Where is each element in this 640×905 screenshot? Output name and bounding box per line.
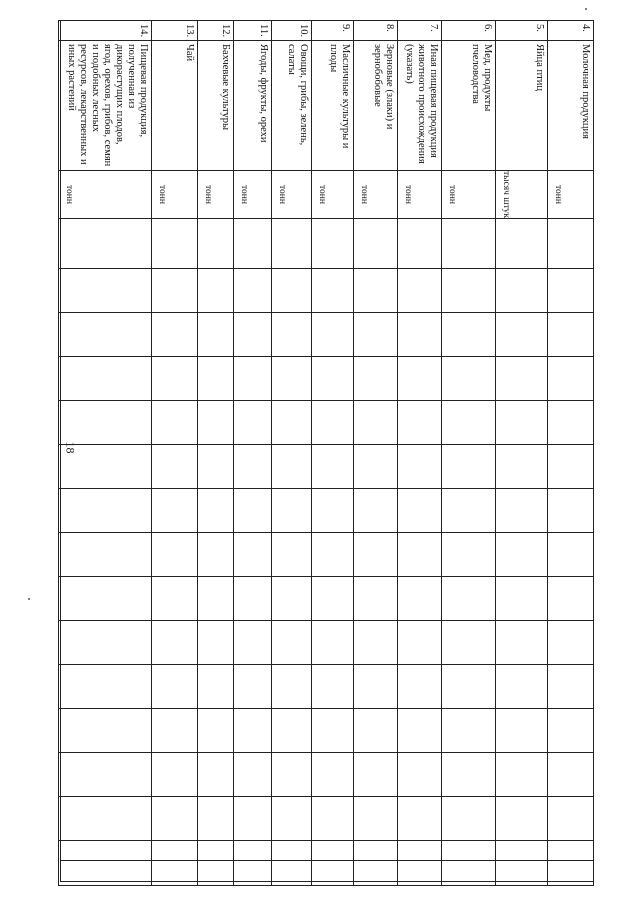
value-cell[interactable]	[234, 445, 272, 489]
value-cell[interactable]	[59, 313, 152, 357]
value-cell[interactable]	[312, 709, 354, 753]
table-row	[152, 21, 198, 886]
value-cell[interactable]	[354, 313, 398, 357]
product-name: Яйца птиц	[496, 41, 548, 171]
row-number: 12.	[198, 21, 234, 41]
value-cell[interactable]	[398, 753, 442, 797]
value-cell[interactable]	[398, 313, 442, 357]
value-cell[interactable]	[272, 269, 312, 313]
row-number: 8.	[354, 21, 398, 41]
value-cell[interactable]	[354, 489, 398, 533]
value-cell[interactable]	[152, 313, 198, 357]
value-cell[interactable]	[496, 313, 548, 357]
value-cell[interactable]	[548, 621, 594, 665]
value-cell[interactable]	[198, 753, 234, 797]
value-cell[interactable]	[548, 401, 594, 445]
value-cell[interactable]	[312, 401, 354, 445]
value-cell[interactable]	[398, 621, 442, 665]
value-cell[interactable]	[496, 489, 548, 533]
value-cell[interactable]	[59, 489, 152, 533]
unit-of-measure: тонн	[272, 171, 312, 219]
table-row	[398, 21, 442, 886]
value-cell[interactable]	[496, 797, 548, 841]
value-cell[interactable]	[354, 401, 398, 445]
value-cell[interactable]	[442, 313, 496, 357]
value-cell[interactable]	[152, 665, 198, 709]
table-row	[198, 21, 234, 886]
value-cell[interactable]	[312, 489, 354, 533]
value-cell[interactable]	[496, 445, 548, 489]
value-cell[interactable]	[234, 533, 272, 577]
product-name: Молочная продукция	[548, 41, 594, 171]
value-cell[interactable]	[59, 665, 152, 709]
row-number: 7.	[398, 21, 442, 41]
value-cell[interactable]	[442, 621, 496, 665]
value-cell[interactable]	[152, 219, 198, 269]
value-cell[interactable]	[354, 533, 398, 577]
value-cell[interactable]	[198, 489, 234, 533]
value-cell[interactable]	[234, 841, 272, 886]
value-cell[interactable]	[398, 269, 442, 313]
value-cell[interactable]	[398, 577, 442, 621]
value-cell[interactable]	[442, 709, 496, 753]
value-cell[interactable]	[442, 401, 496, 445]
value-cell[interactable]	[354, 269, 398, 313]
value-cell[interactable]	[548, 489, 594, 533]
row-number: 6.	[442, 21, 496, 41]
value-cell[interactable]	[272, 753, 312, 797]
value-cell[interactable]	[442, 665, 496, 709]
value-cell[interactable]	[198, 357, 234, 401]
value-cell[interactable]	[198, 445, 234, 489]
value-cell[interactable]	[312, 533, 354, 577]
value-cell[interactable]	[59, 445, 152, 489]
value-cell[interactable]	[198, 665, 234, 709]
row-number: 9.	[312, 21, 354, 41]
value-cell[interactable]	[152, 269, 198, 313]
value-cell[interactable]	[234, 401, 272, 445]
value-cell[interactable]	[234, 269, 272, 313]
value-cell[interactable]	[152, 797, 198, 841]
value-cell[interactable]	[198, 577, 234, 621]
value-cell[interactable]	[398, 709, 442, 753]
value-cell[interactable]	[442, 841, 496, 886]
value-cell[interactable]	[272, 219, 312, 269]
value-cell[interactable]	[354, 709, 398, 753]
value-cell[interactable]	[548, 753, 594, 797]
value-cell[interactable]	[548, 841, 594, 886]
value-cell[interactable]	[354, 621, 398, 665]
value-cell[interactable]	[312, 841, 354, 886]
value-cell[interactable]	[548, 219, 594, 269]
value-cell[interactable]	[59, 797, 152, 841]
value-cell[interactable]	[548, 665, 594, 709]
production-table	[58, 20, 594, 886]
row-number: 11.	[234, 21, 272, 41]
value-cell[interactable]	[312, 753, 354, 797]
value-cell[interactable]	[59, 401, 152, 445]
value-cell[interactable]	[272, 357, 312, 401]
value-cell[interactable]	[312, 621, 354, 665]
value-cell[interactable]	[354, 357, 398, 401]
value-cell[interactable]	[398, 357, 442, 401]
unit-of-measure: тонн	[198, 171, 234, 219]
value-cell[interactable]	[496, 357, 548, 401]
value-cell[interactable]	[59, 841, 152, 886]
value-cell[interactable]	[548, 577, 594, 621]
value-cell[interactable]	[198, 709, 234, 753]
value-cell[interactable]	[198, 621, 234, 665]
value-cell[interactable]	[548, 445, 594, 489]
value-cell[interactable]	[312, 577, 354, 621]
value-cell[interactable]	[152, 621, 198, 665]
value-cell[interactable]	[548, 797, 594, 841]
table-row	[312, 21, 354, 886]
product-name: Чай	[152, 41, 198, 171]
table-row	[548, 21, 594, 886]
value-cell[interactable]	[152, 445, 198, 489]
value-cell[interactable]	[152, 753, 198, 797]
value-cell[interactable]	[496, 665, 548, 709]
product-name: Масличные культуры и плоды	[312, 41, 354, 171]
value-cell[interactable]	[272, 577, 312, 621]
row-number: 13.	[152, 21, 198, 41]
value-cell[interactable]	[152, 401, 198, 445]
unit-of-measure: тонн	[548, 171, 594, 219]
unit-of-measure: тонн	[312, 171, 354, 219]
table-row	[442, 21, 496, 886]
value-cell[interactable]	[354, 797, 398, 841]
value-cell[interactable]	[398, 445, 442, 489]
unit-of-measure: тонн	[59, 171, 152, 219]
value-cell[interactable]	[548, 313, 594, 357]
table-row	[234, 21, 272, 886]
value-cell[interactable]	[59, 709, 152, 753]
value-cell[interactable]	[198, 401, 234, 445]
value-cell[interactable]	[496, 219, 548, 269]
value-cell[interactable]	[272, 665, 312, 709]
table-row	[354, 21, 398, 886]
value-cell[interactable]	[398, 797, 442, 841]
value-cell[interactable]	[354, 445, 398, 489]
value-cell[interactable]	[442, 797, 496, 841]
value-cell[interactable]	[548, 269, 594, 313]
product-name: Бахчевые культуры	[198, 41, 234, 171]
value-cell[interactable]	[442, 219, 496, 269]
value-cell[interactable]	[198, 841, 234, 886]
value-cell[interactable]	[272, 401, 312, 445]
value-cell[interactable]	[548, 533, 594, 577]
value-cell[interactable]	[398, 401, 442, 445]
value-cell[interactable]	[152, 577, 198, 621]
table-body	[59, 21, 594, 886]
table-row	[496, 21, 548, 886]
value-cell[interactable]	[234, 357, 272, 401]
value-cell[interactable]	[496, 841, 548, 886]
value-cell[interactable]	[234, 313, 272, 357]
value-cell[interactable]	[59, 753, 152, 797]
product-name: Овощи, грибы, зелень, салаты	[272, 41, 312, 171]
value-cell[interactable]	[234, 797, 272, 841]
rotated-table-wrapper	[59, 20, 594, 881]
product-name: Пищевая продукция, полученная из дикорастущих плодов, ягод, орехов, грибов, семян и подобных лесных ресурсов, лекарственных и иных растений	[59, 41, 152, 171]
value-cell[interactable]	[234, 753, 272, 797]
value-cell[interactable]	[59, 269, 152, 313]
value-cell[interactable]	[59, 577, 152, 621]
value-cell[interactable]	[398, 533, 442, 577]
value-cell[interactable]	[312, 665, 354, 709]
value-cell[interactable]	[152, 357, 198, 401]
value-cell[interactable]	[234, 219, 272, 269]
row-number: 10.	[272, 21, 312, 41]
value-cell[interactable]	[312, 445, 354, 489]
value-cell[interactable]	[442, 269, 496, 313]
product-name: Зерновые (злаки) и зернобобовые	[354, 41, 398, 171]
value-cell[interactable]	[234, 577, 272, 621]
value-cell[interactable]	[234, 665, 272, 709]
value-cell[interactable]	[442, 577, 496, 621]
value-cell[interactable]	[442, 357, 496, 401]
value-cell[interactable]	[312, 219, 354, 269]
value-cell[interactable]	[59, 533, 152, 577]
row-number: 4.	[548, 21, 594, 41]
value-cell[interactable]	[312, 357, 354, 401]
unit-of-measure: тонн	[234, 171, 272, 219]
value-cell[interactable]	[198, 797, 234, 841]
product-name: Иная пищевая продукция животного происхождения (указать)	[398, 41, 442, 171]
value-cell[interactable]	[496, 269, 548, 313]
value-cell[interactable]	[272, 313, 312, 357]
unit-of-measure: тысяч штук	[496, 171, 548, 219]
value-cell[interactable]	[234, 709, 272, 753]
value-cell[interactable]	[548, 357, 594, 401]
value-cell[interactable]	[272, 621, 312, 665]
value-cell[interactable]	[398, 219, 442, 269]
value-cell[interactable]	[496, 753, 548, 797]
value-cell[interactable]	[272, 797, 312, 841]
product-name: Мед, продукты пчеловодства	[442, 41, 496, 171]
value-cell[interactable]	[198, 269, 234, 313]
table-row	[59, 21, 152, 886]
scan-dot	[585, 8, 587, 10]
value-cell[interactable]	[152, 489, 198, 533]
value-cell[interactable]	[442, 445, 496, 489]
unit-of-measure: тонн	[398, 171, 442, 219]
value-cell[interactable]	[152, 533, 198, 577]
value-cell[interactable]	[152, 841, 198, 886]
value-cell[interactable]	[354, 219, 398, 269]
value-cell[interactable]	[354, 841, 398, 886]
value-cell[interactable]	[234, 489, 272, 533]
value-cell[interactable]	[548, 709, 594, 753]
row-number: 14.	[59, 21, 152, 41]
value-cell[interactable]	[496, 533, 548, 577]
value-cell[interactable]	[312, 313, 354, 357]
value-cell[interactable]	[272, 489, 312, 533]
value-cell[interactable]	[312, 797, 354, 841]
value-cell[interactable]	[354, 753, 398, 797]
value-cell[interactable]	[312, 269, 354, 313]
value-cell[interactable]	[496, 401, 548, 445]
value-cell[interactable]	[354, 665, 398, 709]
unit-of-measure: тонн	[442, 171, 496, 219]
value-cell[interactable]	[398, 489, 442, 533]
table-row	[272, 21, 312, 886]
page-number: 18	[63, 441, 78, 454]
value-cell[interactable]	[496, 709, 548, 753]
value-cell[interactable]	[59, 621, 152, 665]
value-cell[interactable]	[272, 445, 312, 489]
unit-of-measure: тонн	[354, 171, 398, 219]
value-cell[interactable]	[234, 621, 272, 665]
value-cell[interactable]	[442, 753, 496, 797]
value-cell[interactable]	[152, 709, 198, 753]
row-number: 5.	[496, 21, 548, 41]
value-cell[interactable]	[442, 533, 496, 577]
value-cell[interactable]	[272, 709, 312, 753]
value-cell[interactable]	[354, 577, 398, 621]
value-cell[interactable]	[272, 841, 312, 886]
unit-of-measure: тонн	[152, 171, 198, 219]
value-cell[interactable]	[398, 841, 442, 886]
scan-dot	[28, 598, 30, 600]
value-cell[interactable]	[59, 357, 152, 401]
value-cell[interactable]	[59, 219, 152, 269]
value-cell[interactable]	[198, 219, 234, 269]
value-cell[interactable]	[496, 577, 548, 621]
product-name: Ягоды, фрукты, орехи	[234, 41, 272, 171]
value-cell[interactable]	[272, 533, 312, 577]
value-cell[interactable]	[496, 621, 548, 665]
value-cell[interactable]	[442, 489, 496, 533]
value-cell[interactable]	[398, 665, 442, 709]
value-cell[interactable]	[198, 533, 234, 577]
value-cell[interactable]	[198, 313, 234, 357]
